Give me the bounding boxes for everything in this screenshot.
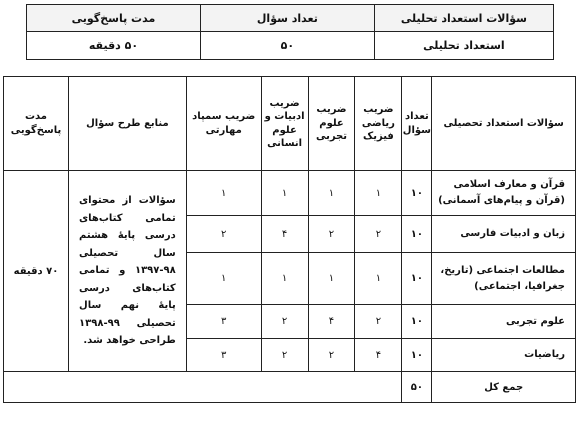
coef-skill-cell: ۱ (186, 171, 261, 216)
header-coef-humanities: ضریب ادبیات و علوم انسانی (261, 77, 308, 171)
coef-exp-cell: ۱ (308, 253, 355, 305)
coef-hum-cell: ۱ (261, 253, 308, 305)
coef-skill-cell: ۱ (186, 253, 261, 305)
header-coef-math: ضریب ریاضی فیزیک (355, 77, 402, 171)
coef-exp-cell: ۲ (308, 216, 355, 253)
total-label: جمع کل (432, 372, 576, 403)
answer-time-value: ۷۰ دقیقه (4, 171, 69, 372)
coef-exp-cell: ۲ (308, 339, 355, 372)
coef-skill-cell: ۳ (186, 305, 261, 339)
coef-skill-cell: ۲ (186, 216, 261, 253)
header-answer-time: مدت پاسخ‌گویی (4, 77, 69, 171)
count-cell: ۱۰ (402, 171, 432, 216)
coef-hum-cell: ۲ (261, 339, 308, 372)
main-header-row (4, 77, 576, 171)
summary-value-row (27, 32, 554, 60)
header-coef-skill: ضریب سمپاد مهارتی (186, 77, 261, 171)
coef-skill-cell: ۳ (186, 339, 261, 372)
summary-header-row (27, 5, 554, 32)
subject-cell: قرآن و معارف اسلامی (قرآن و پیام‌های آسمانی) (432, 171, 576, 216)
coef-hum-cell: ۱ (261, 171, 308, 216)
total-value: ۵۰ (402, 372, 432, 403)
count-cell: ۱۰ (402, 216, 432, 253)
subject-cell: زبان و ادبیات فارسی (432, 216, 576, 253)
header-question-source: منابع طرح سؤال (69, 77, 187, 171)
coef-hum-cell: ۲ (261, 305, 308, 339)
coef-exp-cell: ۴ (308, 305, 355, 339)
count-cell: ۱۰ (402, 339, 432, 372)
subject-cell: ریاضیات (432, 339, 576, 372)
subject-cell: علوم تجربی (432, 305, 576, 339)
academic-aptitude-table (3, 76, 576, 403)
summary-header-time: مدت پاسخ‌گویی (27, 5, 201, 32)
summary-header-count: تعداد سؤال (200, 5, 374, 32)
coef-math-cell: ۴ (355, 339, 402, 372)
coef-math-cell: ۱ (355, 171, 402, 216)
summary-value-count: ۵۰ (200, 32, 374, 60)
count-cell: ۱۰ (402, 305, 432, 339)
coef-math-cell: ۱ (355, 253, 402, 305)
subject-cell: مطالعات اجتماعی (تاریخ، جغرافیا، اجتماعی) (432, 253, 576, 305)
summary-header-type: سؤالات استعداد تحلیلی (374, 5, 553, 32)
header-subjects: سؤالات استعداد تحصیلی (432, 77, 576, 171)
analytical-summary-table (26, 4, 554, 60)
summary-value-time: ۵۰ دقیقه (27, 32, 201, 60)
coef-math-cell: ۲ (355, 305, 402, 339)
count-cell: ۱۰ (402, 253, 432, 305)
summary-value-type: استعداد تحلیلی (374, 32, 553, 60)
total-row (4, 372, 576, 403)
question-source-text: سؤالات از محتوای تمامی کتاب‌های درسی پایهٔ هشتم سال تحصیلی ۹۸-۱۳۹۷ و تمامی کتاب‌های درسی پایهٔ نهم سال تحصیلی ۹۹-۱۳۹۸ طراحی خواهد شد. (69, 171, 187, 372)
coef-exp-cell: ۱ (308, 171, 355, 216)
header-question-count: تعداد سؤال (402, 77, 432, 171)
header-coef-experimental: ضریب علوم تجربی (308, 77, 355, 171)
coef-hum-cell: ۴ (261, 216, 308, 253)
coef-math-cell: ۲ (355, 216, 402, 253)
table-row (4, 171, 576, 216)
total-blank-cell (4, 372, 402, 403)
